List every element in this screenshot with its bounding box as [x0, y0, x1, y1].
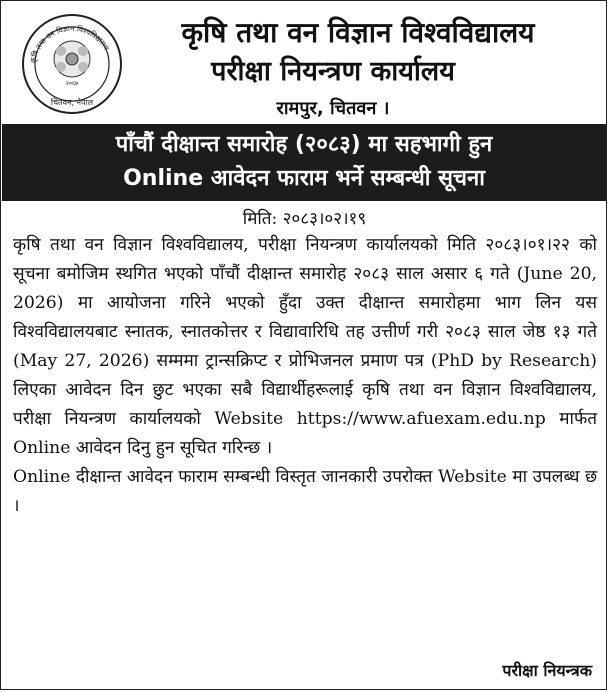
- notice-body: [13, 231, 597, 521]
- office-location: रामपुर, चितवन ।: [276, 98, 390, 119]
- wheel-icon: [54, 41, 90, 77]
- letterhead: [1, 1, 606, 123]
- signatory: परीक्षा नियन्त्रक: [502, 661, 592, 680]
- notice-paragraph-2: Online दीक्षान्त आवेदन फाराम सम्बन्धी विस्तृत जानकारी उपरोक्त Website मा उपलब्ध छ ।: [13, 467, 597, 516]
- logo-ring-text: कृषि तथा वन विज्ञान विश्वविद्यालय: [28, 23, 111, 64]
- notice-title-banner: [2, 124, 606, 201]
- office-name: परीक्षा नियन्त्रण कार्यालय: [211, 56, 455, 87]
- notice-title-line2: Online आवेदन फाराम भर्ने सम्बन्धी सूचना: [123, 166, 485, 191]
- university-name: कृषि तथा वन विज्ञान विश्वविद्यालय: [181, 16, 535, 49]
- logo-year: २०६७: [65, 80, 79, 87]
- notice-date: मिति: २०८३।०२।१९: [242, 209, 367, 229]
- university-logo: [21, 13, 123, 115]
- notice-title-line1: पाँचौं दीक्षान्त समारोह (२०८३) मा सहभागी हुन: [115, 132, 493, 157]
- logo-bottom-text: चितवन, नेपाल: [50, 98, 94, 107]
- notice-paragraph-1: कृषि तथा वन विज्ञान विश्वविद्यालय, परीक्षा नियन्त्रण कार्यालयको मिति २०८३।०१।२२ को सूचना बमोजिम स्थगित भएको पाँचौं दीक्षान्त समारोह २०८३ साल असार ६ गते (June 20, 2026) मा आयोजना गरिने भएको हुँदा उक्त दीक्षान्त समारोहमा भाग लिन यस विश्वविद्यालयबाट स्नातक, स्नातकोत्तर र विद्यावारिधि तह उत्तीर्ण गरी २०८३ साल जेष्ठ १३ गते (May 27, 2026) सम्ममा ट्रान्सक्रिप्ट र प्रोभिजनल प्रमाण पत्र (PhD by Research) लिएका आवेदन दिन छुट भएका सबै विद्यार्थीहरूलाई कृषि तथा वन विज्ञान विश्वविद्यालय, परीक्षा नियन्त्रण कार्यालयको Website https://www.afuexam.edu.np मार्फत Online आवेदन दिनु हुन सूचित गरिन्छ ।: [13, 235, 597, 458]
